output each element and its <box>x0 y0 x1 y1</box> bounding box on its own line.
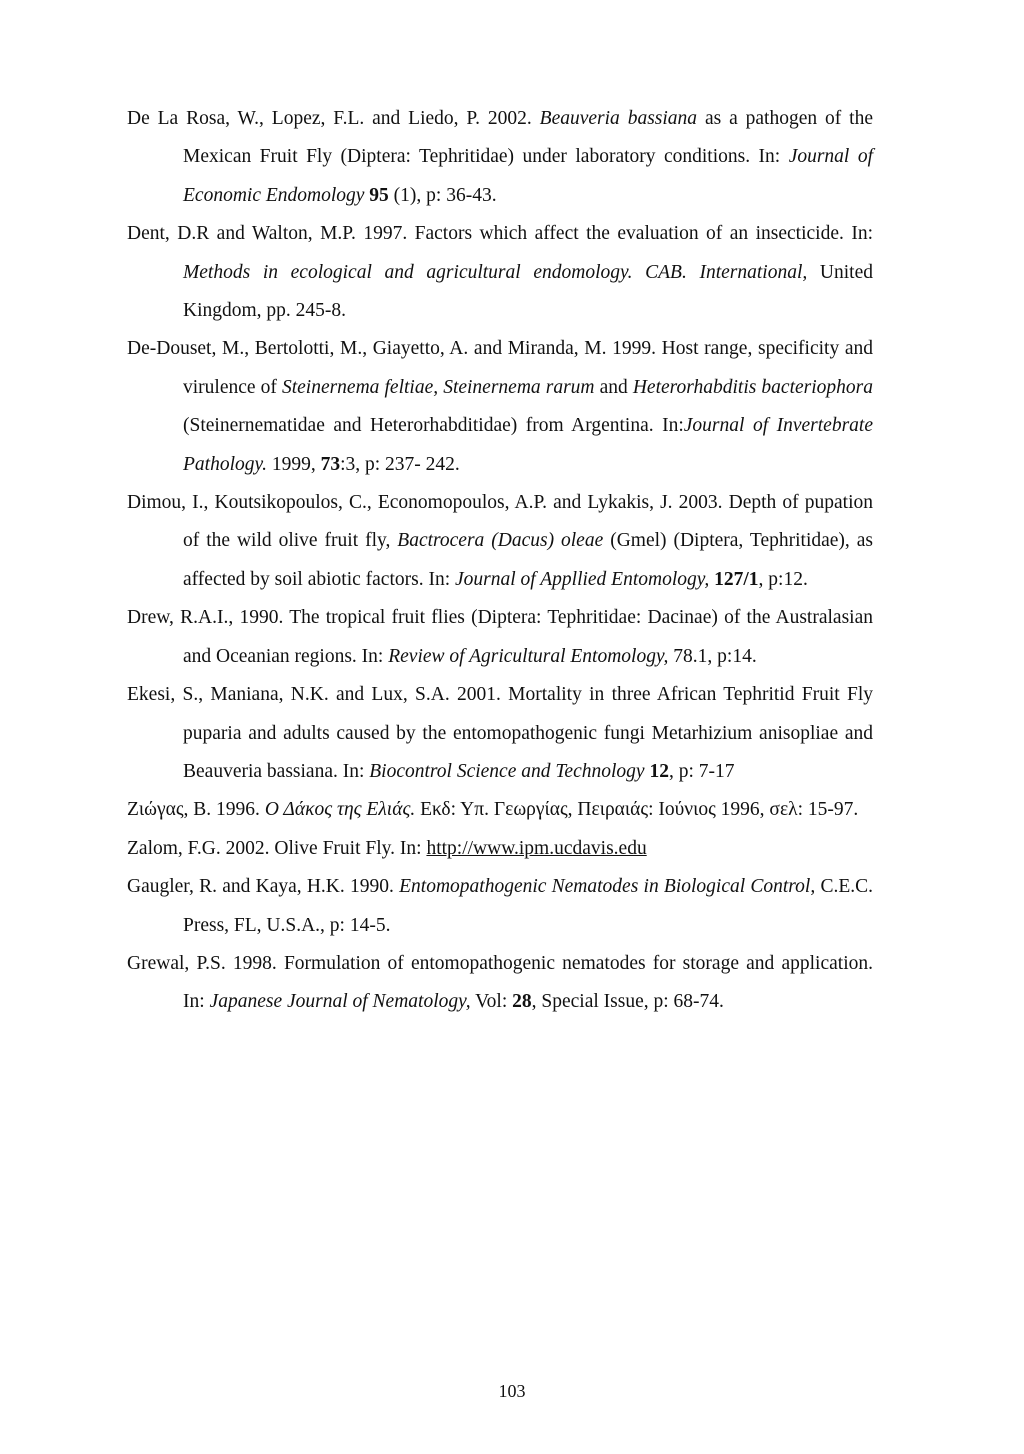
reference-text-run: Journal of Appllied Entomology, <box>455 568 710 590</box>
reference-entry <box>127 330 873 484</box>
reference-text-run: Εκδ: Υπ. Γεωργίας, Πειραιάς: Ιούνιος 1996, σελ: 15-97. <box>415 799 859 821</box>
reference-text-run: Dimou, I., Koutsikopoulos, C., Economopoulos, A.P. and Lykakis, J. 2003. Depth of pupation of the wild olive fruit fly, <box>127 492 873 552</box>
reference-text-run: 1999, <box>266 453 321 475</box>
reference-text-run: Ο Δάκος της Ελιάς. <box>264 799 416 821</box>
reference-text-run: De La Rosa, W., Lopez, F.L. and Liedo, P. 2002. <box>127 108 540 129</box>
reference-text-run: Grewal, P.S. 1998. Formulation of entomopathogenic nematodes for storage and application. In: <box>127 952 873 1013</box>
reference-entry <box>127 484 873 599</box>
reference-entry <box>127 791 873 829</box>
reference-text-run: Vol: <box>470 991 513 1013</box>
reference-text-run: , p:12. <box>758 568 808 590</box>
reference-text-run: Review of Agricultural Entomology, <box>388 645 669 667</box>
reference-text-run: , p: 7-17 <box>668 760 735 782</box>
reference-text-run: as a pathogen of the Mexican Fruit Fly (Diptera: Tephritidae) under laboratory conditions. In: <box>183 108 873 168</box>
reference-text-run: Gaugler, R. and Kaya, H.K. 1990. <box>127 876 400 898</box>
reference-entry <box>127 100 873 215</box>
reference-text-run: Bactrocera (Dacus) oleae <box>397 530 604 552</box>
reference-text-run: :3, p: 237- 242. <box>340 453 460 475</box>
reference-list <box>127 100 873 1022</box>
reference-text-run: Ζιώγας, Β. 1996. <box>127 799 265 821</box>
reference-entry <box>127 676 873 791</box>
reference-text-run: Journal of Economic Endomology <box>183 146 873 206</box>
reference-text-run: Heterorhabditis bacteriophora <box>632 376 874 398</box>
reference-text-run: Zalom, F.G. 2002. Olive Fruit Fly. In: <box>127 837 427 859</box>
reference-text-run: (1), p: 36-43. <box>388 184 497 206</box>
reference-text-run: De-Douset, M., Bertolotti, M., Giayetto, A. and Miranda, M. 1999. Host range, specificity and virulence of <box>127 338 873 398</box>
reference-entry <box>127 868 873 945</box>
reference-entry <box>127 945 873 1022</box>
reference-text-run: 127/1 <box>709 568 759 590</box>
reference-text-run: Japanese Journal of Nematology, <box>209 991 471 1013</box>
reference-text-run: (Steinernematidae and Heterorhabditidae) from Argentina. In: <box>183 415 684 437</box>
reference-text-run[interactable]: http://www.ipm.ucdavis.edu <box>426 837 647 859</box>
reference-entry <box>127 599 873 676</box>
reference-text-run: Biocontrol Science and Technology <box>369 760 645 782</box>
reference-text-run: Journal of Invertebrate Pathology. <box>183 415 873 475</box>
reference-text-run: 78.1, p:14. <box>668 645 757 667</box>
reference-text-run: Dent, D.R and Walton, M.P. 1997. Factors which affect the evaluation of an insecticide. In: <box>127 223 873 245</box>
reference-text-run: , Special Issue, p: 68-74. <box>531 991 724 1013</box>
reference-entry <box>127 215 873 330</box>
reference-text-run: Drew, R.A.I., 1990. The tropical fruit flies (Diptera: Tephritidae: Dacinae) of the Australasian and Oceanian regions. In: <box>127 607 873 667</box>
reference-text-run: Methods in ecological and agricultural endomology. CAB. International, <box>183 261 808 283</box>
reference-text-run: 95 <box>364 184 389 206</box>
reference-text-run: Beauveria bassiana <box>539 108 698 129</box>
reference-text-run: Entomopathogenic Nematodes in Biological Control, <box>399 876 816 898</box>
reference-text-run: C.E.C. Press, FL, U.S.A., p: 14-5. <box>183 876 873 936</box>
reference-entry <box>127 830 873 868</box>
reference-text-run: 12 <box>644 760 669 782</box>
reference-text-run: and <box>594 376 633 398</box>
reference-text-run: 73 <box>320 453 341 475</box>
reference-text-run: (Gmel) (Diptera, Tephritidae), as affected by soil abiotic factors. In: <box>183 530 873 590</box>
page-number: 103 <box>498 1381 526 1401</box>
reference-text-run: Ekesi, S., Maniana, N.K. and Lux, S.A. 2001. Mortality in three African Tephritid Fruit Fly puparia and adults caused by the entomopathogenic fungi Metarhizium anisopliae and Beauveria bassiana. In: <box>127 684 873 782</box>
reference-text-run: 28 <box>512 991 532 1013</box>
reference-text-run: United Kingdom, pp. 245-8. <box>183 261 873 322</box>
reference-text-run: Steinernema feltiae, Steinernema rarum <box>281 376 595 398</box>
